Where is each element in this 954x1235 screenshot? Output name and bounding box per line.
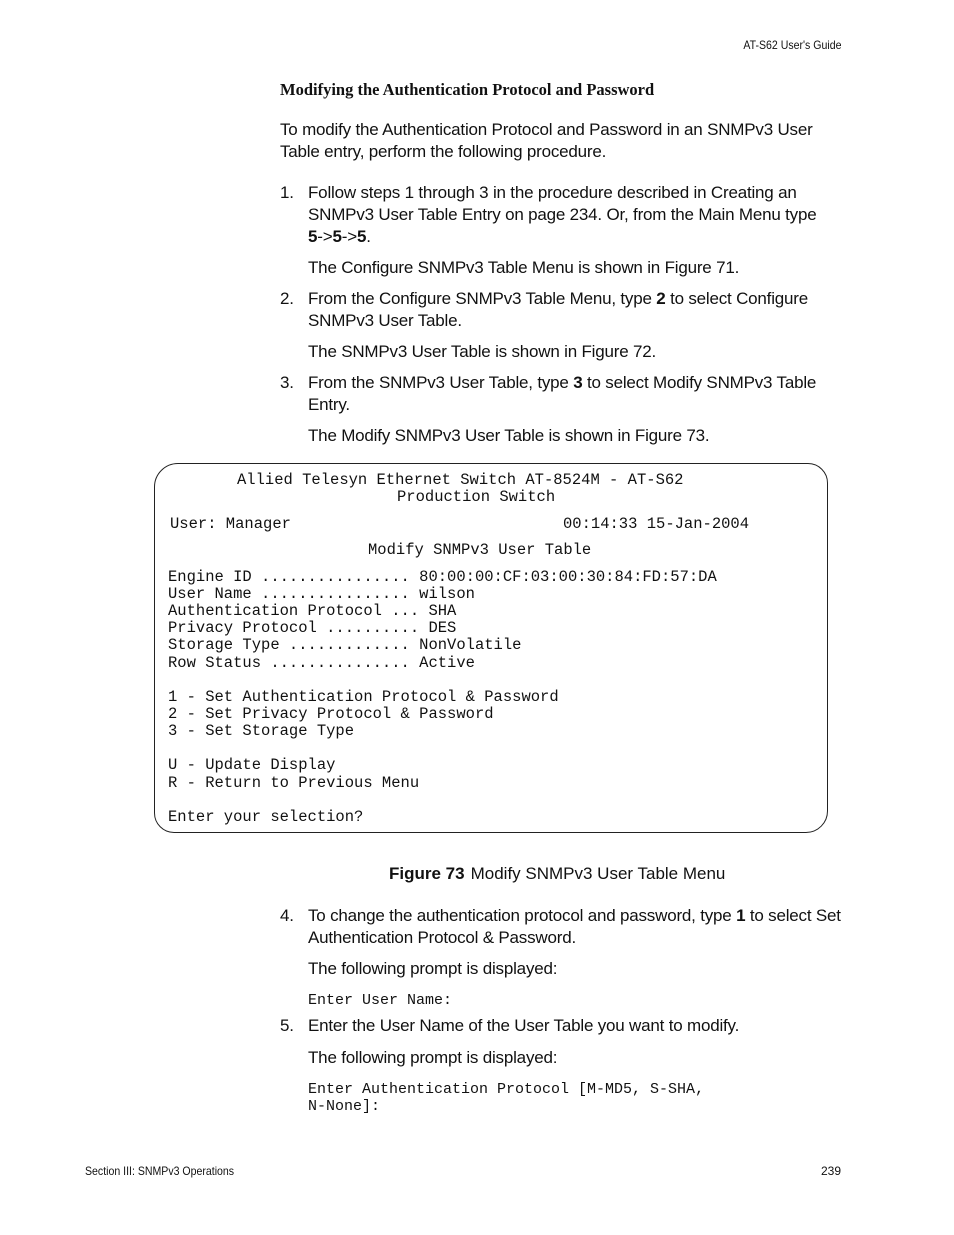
header-guide-title: AT-S62 User's Guide (742, 38, 841, 52)
step-2-note: The SNMPv3 User Table is shown in Figure 72. (308, 342, 657, 361)
screen-user: User: Manager (170, 515, 291, 533)
step-text-part: To change the authentication protocol and password, type (308, 906, 732, 925)
screen-option-3: 3 - Set Storage Type (168, 722, 355, 740)
screen-title-line-2: Production Switch (397, 488, 556, 506)
figure-title: Modify SNMPv3 User Table Menu (470, 864, 726, 883)
step-text-part: Follow steps 1 through 3 in the procedure described in Creating an SNMPv3 User Table Entry on page 234. Or, from the Main Menu type (308, 183, 817, 224)
step-text (308, 372, 850, 416)
step-text-part: From the SNMPv3 User Table, type (308, 373, 569, 392)
footer-section: Section III: SNMPv3 Operations (85, 1164, 235, 1178)
section-heading: Modifying the Authentication Protocol and Password (280, 80, 655, 99)
step-number: 1. (280, 183, 294, 202)
step-text-part: to select Configure SNMPv3 User Table. (308, 289, 809, 330)
step-end: . (366, 227, 371, 246)
figure-caption (389, 864, 725, 884)
step-number: 2. (280, 289, 294, 308)
step-text (308, 905, 850, 949)
screen-menu-title: Modify SNMPv3 User Table (368, 541, 592, 559)
screen-field-storage-type: Storage Type ............. NonVolatile (168, 636, 522, 654)
step-3 (280, 372, 850, 416)
step-separator: -> (317, 227, 333, 246)
step-key: 5 (356, 227, 367, 246)
step-key: 1 (736, 906, 746, 925)
step-4-prompt: Enter User Name: (308, 992, 453, 1009)
step-key: 2 (656, 289, 666, 308)
screen-prompt: Enter your selection? (168, 808, 364, 826)
footer-page-number: 239 (820, 1164, 841, 1178)
step-5 (280, 1015, 850, 1037)
step-5-note: The following prompt is displayed: (308, 1048, 558, 1067)
step-4 (280, 905, 850, 949)
screen-title-line-1: Allied Telesyn Ethernet Switch AT-8524M - AT-S62 (237, 471, 684, 489)
step-number: 4. (280, 906, 294, 925)
step-text-part: From the Configure SNMPv3 Table Menu, type (308, 289, 652, 308)
screen-field-auth-protocol: Authentication Protocol ... SHA (168, 602, 457, 620)
screen-field-engine-id: Engine ID ................ 80:00:00:CF:03:00:30:84:FD:57:DA (168, 568, 717, 586)
screen-field-privacy-protocol: Privacy Protocol .......... DES (168, 619, 457, 637)
step-2 (280, 288, 850, 332)
screen-command-return: R - Return to Previous Menu (168, 774, 420, 792)
intro-paragraph: To modify the Authentication Protocol and Password in an SNMPv3 User Table entry, perform the following procedure. (280, 120, 813, 161)
screen-option-2: 2 - Set Privacy Protocol & Password (168, 705, 494, 723)
step-text-part: to select Set Authentication Protocol & Password. (308, 906, 841, 947)
step-key: 5 (308, 227, 318, 246)
screen-command-update: U - Update Display (168, 756, 336, 774)
step-5-prompt-line-2: N-None]: (308, 1098, 381, 1115)
step-1 (280, 182, 850, 248)
step-key: 5 (332, 227, 342, 246)
step-separator: -> (341, 227, 357, 246)
step-number: 3. (280, 373, 294, 392)
screen-timestamp: 00:14:33 15-Jan-2004 (563, 515, 750, 533)
screen-field-row-status: Row Status ............... Active (168, 654, 475, 672)
step-key: 3 (573, 373, 583, 392)
step-5-prompt-line-1: Enter Authentication Protocol [M-MD5, S-SHA, (308, 1081, 705, 1098)
step-text: Enter the User Name of the User Table you want to modify. (308, 1016, 740, 1035)
step-number: 5. (280, 1016, 294, 1035)
step-4-note: The following prompt is displayed: (308, 959, 558, 978)
screen-option-1: 1 - Set Authentication Protocol & Password (168, 688, 559, 706)
step-text (308, 288, 850, 332)
figure-label: Figure 73 (389, 864, 465, 883)
step-text-part: to select Modify SNMPv3 Table Entry. (308, 373, 817, 414)
step-3-note: The Modify SNMPv3 User Table is shown in Figure 73. (308, 426, 710, 445)
screen-field-user-name: User Name ................ wilson (168, 585, 475, 603)
step-text (308, 182, 850, 248)
step-1-note: The Configure SNMPv3 Table Menu is shown in Figure 71. (308, 258, 740, 277)
